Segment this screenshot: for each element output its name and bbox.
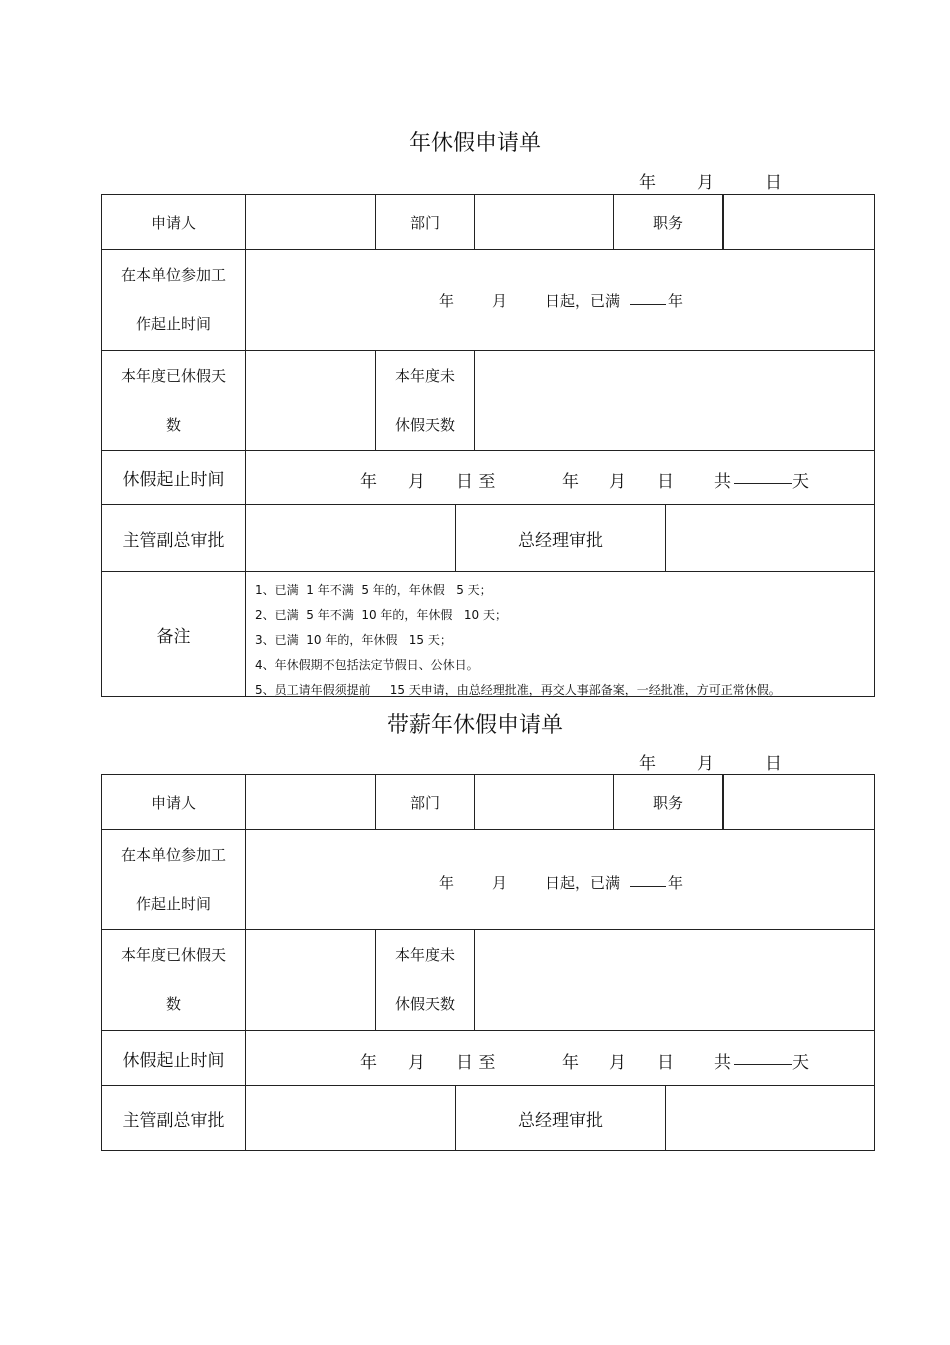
form2-row-approval bbox=[102, 1086, 874, 1150]
work-start-year: 年 bbox=[439, 292, 455, 310]
form2-table bbox=[101, 774, 875, 1151]
period-day1: 日 至 bbox=[456, 472, 496, 492]
taken-days-label bbox=[102, 930, 246, 1030]
position-field[interactable] bbox=[724, 195, 876, 249]
period-days-blank[interactable] bbox=[734, 469, 792, 488]
period-day2: 日 bbox=[657, 472, 674, 492]
taken-days-field[interactable] bbox=[246, 351, 376, 450]
period-day2: 日 bbox=[657, 1053, 674, 1073]
work-start-label-line2: 作起止时间 bbox=[135, 894, 211, 913]
form1-row-period bbox=[102, 451, 874, 505]
notes-list bbox=[246, 572, 874, 696]
period-month1: 月 bbox=[408, 472, 425, 492]
years-served-blank[interactable] bbox=[630, 872, 666, 891]
period-day1: 日 至 bbox=[456, 1053, 496, 1073]
supervisor-approval-label: 主管副总审批 bbox=[102, 1086, 246, 1150]
applicant-field[interactable] bbox=[246, 195, 376, 249]
form2-date-day: 日 bbox=[765, 754, 782, 774]
period-year1: 年 bbox=[360, 1053, 377, 1073]
period-label: 休假起止时间 bbox=[102, 451, 246, 504]
period-year1: 年 bbox=[360, 472, 377, 492]
taken-days-label bbox=[102, 351, 246, 450]
note-item: 3、已满 10 年的，年休假 15 天； bbox=[255, 633, 452, 647]
gm-approval-field[interactable] bbox=[666, 1086, 876, 1150]
work-start-month: 月 bbox=[492, 874, 508, 892]
note-item: 5、员工请年假须提前 15 天申请，由总经理批准，再交人事部备案，一经批准，方可正常休假。 bbox=[255, 683, 781, 697]
form1-date-day: 日 bbox=[765, 173, 782, 193]
form1-title: 年休假申请单 bbox=[408, 131, 541, 156]
applicant-label: 申请人 bbox=[102, 775, 246, 829]
period-month1: 月 bbox=[408, 1053, 425, 1073]
department-field[interactable] bbox=[475, 775, 614, 829]
form1-row-notes bbox=[102, 572, 874, 696]
work-start-label-line1: 在本单位参加工 bbox=[120, 845, 226, 864]
supervisor-approval-label: 主管副总审批 bbox=[102, 505, 246, 571]
form2-date-year: 年 bbox=[639, 754, 656, 774]
work-start-field[interactable] bbox=[246, 250, 876, 350]
period-total: 共 bbox=[714, 1053, 731, 1073]
period-month2: 月 bbox=[609, 1053, 626, 1073]
form2-row-work-start bbox=[102, 830, 874, 930]
remaining-days-label-line1: 本年度未 bbox=[394, 366, 455, 385]
supervisor-approval-field[interactable] bbox=[246, 1086, 456, 1150]
period-total: 共 bbox=[714, 472, 731, 492]
gm-approval-label: 总经理审批 bbox=[456, 1086, 666, 1150]
remaining-days-field[interactable] bbox=[475, 930, 876, 1030]
remaining-days-label-line2: 休假天数 bbox=[394, 415, 455, 434]
remaining-days-label bbox=[376, 930, 475, 1030]
note-item: 1、已满 1 年不满 5 年的，年休假 5 天； bbox=[255, 583, 492, 597]
form1-row-applicant bbox=[102, 195, 874, 250]
taken-days-label-line1: 本年度已休假天 bbox=[120, 946, 226, 964]
period-label: 休假起止时间 bbox=[102, 1031, 246, 1085]
applicant-label: 申请人 bbox=[102, 195, 246, 249]
work-start-years-suffix: 年 bbox=[668, 874, 684, 892]
note-item: 4、年休假期不包括法定节假日、公休日。 bbox=[255, 658, 479, 672]
period-month2: 月 bbox=[609, 472, 626, 492]
department-label: 部门 bbox=[376, 775, 475, 829]
work-start-field[interactable] bbox=[246, 830, 876, 929]
work-start-year: 年 bbox=[439, 874, 455, 892]
position-label: 职务 bbox=[614, 775, 724, 829]
work-start-month: 月 bbox=[492, 292, 508, 310]
form1-date-month: 月 bbox=[697, 173, 714, 193]
form1-date-year: 年 bbox=[639, 173, 656, 193]
position-field[interactable] bbox=[724, 775, 876, 829]
note-item: 2、已满 5 年不满 10 年的，年休假 10 天； bbox=[255, 608, 507, 622]
form2-row-period bbox=[102, 1031, 874, 1086]
form1-row-days bbox=[102, 351, 874, 451]
gm-approval-field[interactable] bbox=[666, 505, 876, 571]
remaining-days-field[interactable] bbox=[475, 351, 876, 450]
period-field[interactable] bbox=[246, 451, 876, 504]
work-start-day-from: 日起，已满 bbox=[545, 874, 621, 892]
remaining-days-label bbox=[376, 351, 475, 450]
form2-row-applicant bbox=[102, 775, 874, 830]
work-start-years-suffix: 年 bbox=[668, 292, 684, 310]
department-label: 部门 bbox=[376, 195, 475, 249]
period-year2: 年 bbox=[562, 472, 579, 492]
work-start-day-from: 日起，已满 bbox=[545, 292, 621, 310]
form2-date bbox=[0, 749, 950, 774]
taken-days-label-line1: 本年度已休假天 bbox=[120, 366, 226, 385]
work-start-label bbox=[102, 830, 246, 929]
form1-date bbox=[0, 168, 950, 193]
taken-days-label-line2: 数 bbox=[165, 415, 181, 434]
position-label: 职务 bbox=[614, 195, 724, 249]
supervisor-approval-field[interactable] bbox=[246, 505, 456, 571]
department-field[interactable] bbox=[475, 195, 614, 249]
form1-row-approval bbox=[102, 505, 874, 572]
period-days-blank[interactable] bbox=[734, 1050, 792, 1069]
period-days: 天 bbox=[792, 1053, 809, 1073]
form2-date-month: 月 bbox=[697, 754, 714, 774]
remaining-days-label-line1: 本年度未 bbox=[394, 946, 455, 964]
form1-table bbox=[101, 194, 875, 697]
form2-row-days bbox=[102, 930, 874, 1031]
period-field[interactable] bbox=[246, 1031, 876, 1085]
form1-row-work-start bbox=[102, 250, 874, 351]
work-start-label-line2: 作起止时间 bbox=[135, 315, 211, 333]
work-start-label-line1: 在本单位参加工 bbox=[120, 266, 226, 284]
taken-days-field[interactable] bbox=[246, 930, 376, 1030]
work-start-label bbox=[102, 250, 246, 350]
gm-approval-label: 总经理审批 bbox=[456, 505, 666, 571]
period-days: 天 bbox=[792, 472, 809, 492]
notes-label: 备注 bbox=[102, 572, 246, 696]
taken-days-label-line2: 数 bbox=[165, 995, 181, 1013]
years-served-blank[interactable] bbox=[630, 290, 666, 309]
period-year2: 年 bbox=[562, 1053, 579, 1073]
remaining-days-label-line2: 休假天数 bbox=[394, 995, 455, 1013]
form2-title: 带薪年休假申请单 bbox=[386, 713, 563, 738]
applicant-field[interactable] bbox=[246, 775, 376, 829]
